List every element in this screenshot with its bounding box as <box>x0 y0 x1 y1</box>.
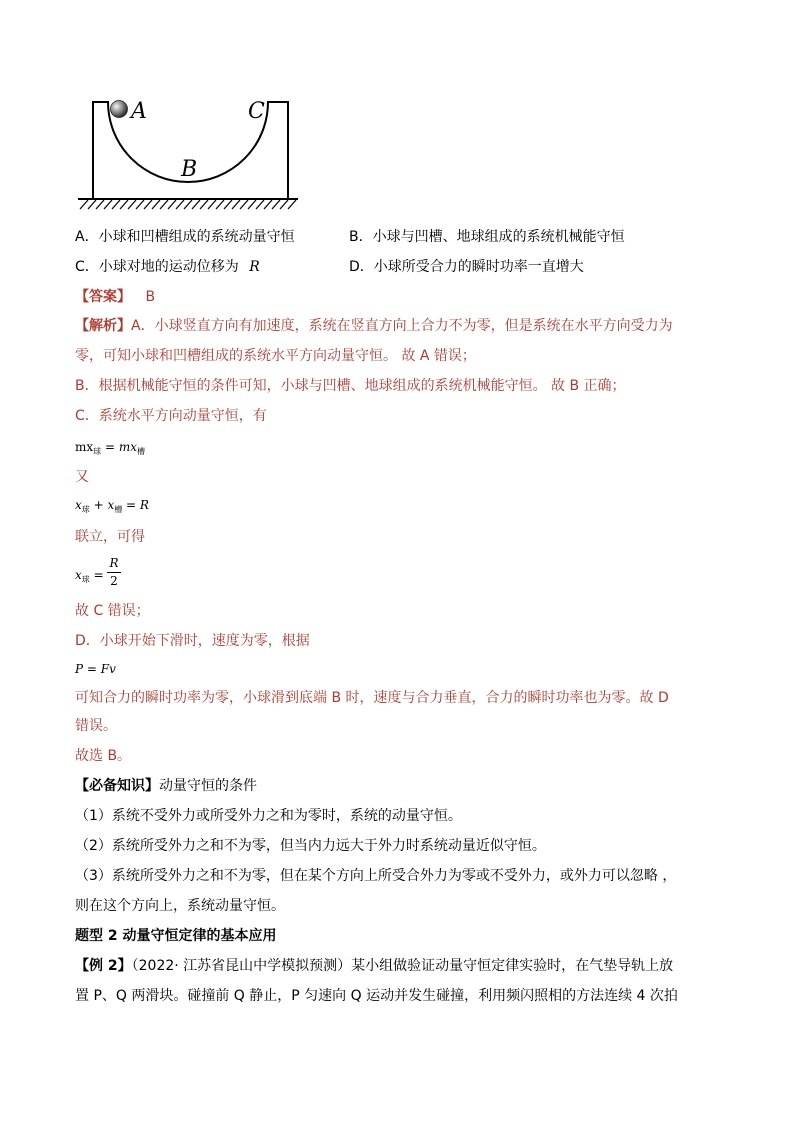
option-a: A．小球和凹槽组成的系统动量守恒 <box>75 229 295 245</box>
option-b: B．小球与凹槽、地球组成的系统机械能守恒 <box>349 229 625 245</box>
ground-hatching <box>80 200 296 209</box>
equation-1: $mx_球 = mx_槽$ <box>75 440 145 456</box>
option-c-text: C．小球对地的运动位移为 <box>75 259 239 275</box>
option-c <box>75 257 260 277</box>
knowledge-item-3b: 则在这个方向上，系统动量守恒。 <box>75 898 285 914</box>
knowledge-label: 【必备知识】 <box>75 778 159 794</box>
analysis-line-2: 零，可知小球和凹槽组成的系统水平方向动量守恒。 故 A 错误； <box>75 348 476 364</box>
knowledge-item-1: （1）系统不受外力或所受外力之和为零时，系统的动量守恒。 <box>75 808 462 824</box>
choose-line: 故选 B。 <box>75 748 132 764</box>
fraction-denominator: 2 <box>110 574 118 588</box>
knowledge-heading <box>75 776 257 796</box>
example-line-1: 【例 2】（2022· 江苏省昆山中学模拟预测）某小组做验证动量守恒定律实验时，在气垫导轨上放 <box>75 958 674 974</box>
analysis-line-6: 可知合力的瞬时功率为零，小球滑到底端 B 时，速度与合力垂直，合力的瞬时功率也为零。故 D <box>75 690 669 706</box>
knowledge-item-3a: （3）系统所受外力之和不为零，但在某个方向上所受合外力为零或不受外力，或外力可以忽略 ， <box>75 868 677 884</box>
answer-line <box>75 287 155 307</box>
knowledge-title: 动量守恒的条件 <box>159 778 257 794</box>
answer-label: 【答案】 <box>75 289 131 305</box>
section-title: 题型 2 动量守恒定律的基本应用 <box>75 928 277 944</box>
ball <box>111 101 128 118</box>
analysis-label: 【解析】 <box>75 318 131 334</box>
analysis-line-7: 错误。 <box>75 718 117 734</box>
answer-value: B <box>145 289 156 305</box>
knowledge-item-2: （2）系统所受外力之和不为零，但当内力远大于外力时系统动量近似守恒。 <box>75 838 546 854</box>
option-d: D．小球所受合力的瞬时功率一直增大 <box>349 259 584 275</box>
lianli-text: 联立，可得 <box>75 529 145 545</box>
analysis-line-4: C．系统水平方向动量守恒，有 <box>75 408 267 424</box>
groove-diagram <box>70 92 310 217</box>
label-c: C <box>248 99 265 124</box>
analysis-line-5: D．小球开始下滑时，速度为零，根据 <box>75 633 310 649</box>
label-b: B <box>181 157 198 182</box>
example-label: 【例 2】 <box>75 958 132 974</box>
analysis-line-1: 【解析】A．小球竖直方向有加速度，系统在竖直方向上合力不为零，但是系统在水平方向受力为 <box>75 318 673 334</box>
equation-4: P = Fv <box>75 662 116 676</box>
analysis-line-3: B．根据机械能守恒的条件可知，小球与凹槽、地球组成的系统机械能守恒。 故 B 正确； <box>75 378 626 394</box>
example-line-2: 置 P、Q 两滑块。碰撞前 Q 静止，P 匀速向 Q 运动并发生碰撞，利用频闪照相的方法连续 4 次拍 <box>75 988 678 1004</box>
you-text: 又 <box>75 469 89 485</box>
equation-2: $x_球 + x_槽 = R$ <box>75 498 149 514</box>
label-a: A <box>131 99 147 124</box>
option-c-math: R <box>249 259 260 275</box>
c-wrong: 故 C 错误； <box>75 603 150 619</box>
fraction-numerator: R <box>109 556 119 570</box>
